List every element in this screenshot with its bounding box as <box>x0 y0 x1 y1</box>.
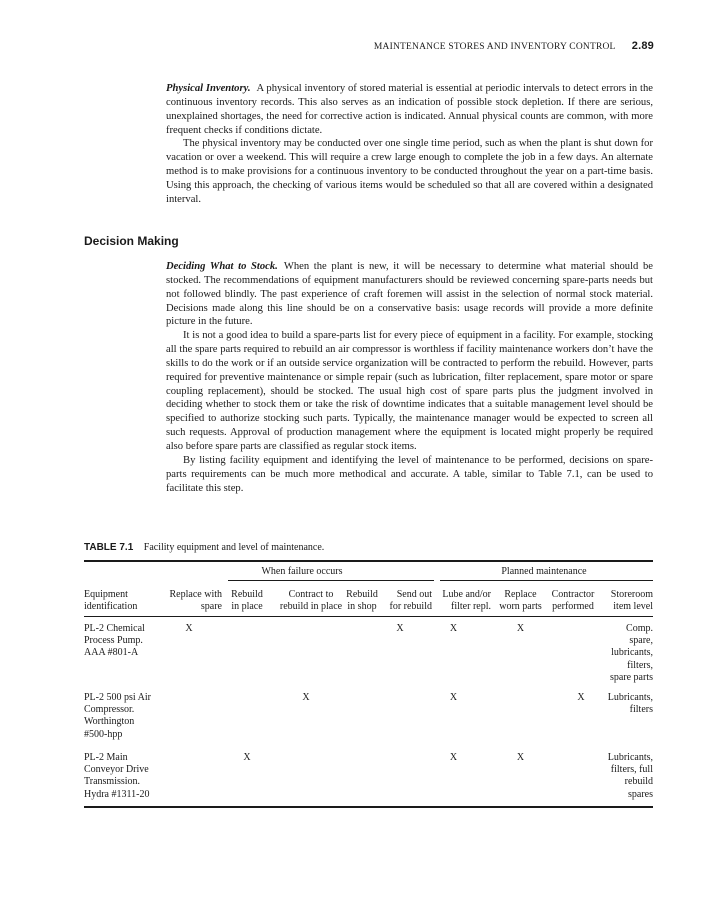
column-header-line: performed <box>552 601 594 613</box>
physical-inventory-paragraph-1 <box>166 82 653 137</box>
column-header-line: Rebuild <box>231 589 263 600</box>
deciding-heading: Deciding What to Stock. <box>166 261 278 272</box>
table-bottom-rule <box>84 806 653 808</box>
storeroom-line: Lubricants, <box>607 752 653 763</box>
group-rule-planned <box>440 580 653 581</box>
equipment-line: PL-2 500 psi Air <box>84 692 151 703</box>
equipment-line: Process Pump. <box>84 635 143 647</box>
column-header-line: filter repl. <box>451 601 491 613</box>
equipment-cell <box>84 752 164 801</box>
mark-lube-filter: X <box>449 692 458 703</box>
equipment-line: Transmission. <box>84 776 141 788</box>
equipment-line: PL-2 Chemical <box>84 623 145 634</box>
column-header-contractor-performed <box>548 589 598 613</box>
equipment-line: AAA #801-A <box>84 647 139 659</box>
physical-inventory-heading: Physical Inventory. <box>166 83 251 94</box>
column-header-line: Replace <box>504 589 537 600</box>
group-rule-failure <box>228 580 434 581</box>
physical-inventory-paragraph-2: The physical inventory may be conducted over one single time period, such as when the plant is shut down for vacation or over a weekend. This will require a crew large enough to complete the job in a few days. An alternate method is to make provisions for a continuous inventory to be conducted throughout the year on a part-time basis. Using this approach, the checking of various items would be scheduled so that all are covered within a designated interval. <box>166 138 653 205</box>
physical-inventory-text-1: A physical inventory of stored material is essential at periodic intervals to detect errors in the continuous inventory records. This also serves as an indication of possible stock depletion. If there are serious, unexplained shortages, the need for corrective action is indicated. Annual physical counts are common, with more frequent checks if conditions dictate. <box>166 83 653 136</box>
mark-replace-worn-parts: X <box>516 623 525 634</box>
table-title: Facility equipment and level of maintenance. <box>143 542 325 553</box>
table-top-rule <box>84 560 653 562</box>
mark-replace-with-spare: X <box>185 623 193 634</box>
mark-lube-filter: X <box>449 623 458 634</box>
equipment-cell <box>84 623 164 660</box>
storeroom-cell <box>592 623 653 684</box>
column-header-line: Replace with <box>169 589 222 600</box>
equipment-line: Conveyor Drive <box>84 764 149 776</box>
column-header-equipment-identification <box>84 589 164 613</box>
column-header-line: worn parts <box>499 601 542 613</box>
column-header-line: item level <box>613 601 653 613</box>
group-header-failure: When failure occurs <box>261 566 343 577</box>
physical-inventory-block <box>166 82 653 207</box>
storeroom-cell <box>592 692 653 716</box>
storeroom-line: filters <box>629 704 653 716</box>
column-header-line: for rebuild <box>389 601 432 613</box>
running-head <box>374 40 654 52</box>
column-header-replace-worn-parts <box>497 589 544 613</box>
column-header-rebuild-in-shop <box>342 589 382 613</box>
section-heading-decision-making: Decision Making <box>84 234 179 248</box>
column-header-line: Contractor <box>551 589 595 600</box>
column-header-storeroom-item-level <box>602 589 653 613</box>
column-header-line: in shop <box>347 601 377 613</box>
storeroom-line: lubricants, <box>611 647 653 659</box>
mark-contract-rebuild-in-place: X <box>302 692 310 703</box>
equipment-line: Worthington <box>84 716 135 728</box>
page-number: 2.89 <box>631 40 654 52</box>
column-header-line: Send out <box>396 589 432 600</box>
column-header-contract-to-rebuild-in-place <box>271 589 351 613</box>
mark-replace-worn-parts: X <box>516 752 525 763</box>
mark-send-out-for-rebuild: X <box>396 623 404 634</box>
mark-rebuild-in-place: X <box>243 752 251 763</box>
storeroom-line: filters, full <box>610 764 653 776</box>
column-header-send-out-for-rebuild <box>384 589 432 613</box>
mark-contractor-performed: X <box>577 692 585 703</box>
deciding-paragraph-2: It is not a good idea to build a spare-parts list for every piece of equipment in a facility. For example, stocking all the spare parts required to rebuild an air compressor is worthless if facility maintenance workers don’t have the skills to do the work or if an outside service organization will be contracted to perform the rebuild. However, parts required for preventive maintenance or simple repair (such as lubrication, filter replacement, spare motor or spare coupling replacement), should be stocked. The usual high cost of spare parts plus the judgment involved in deciding whether to stock them or take the risk of downtime indicates that a suitable management level should be specified to authorize stocking such parts. Typically, the maintenance manager would be expected to screen all such requests. Approval of production management where the equipment is located might properly be required also before spare parts are classified as regular stock items. <box>166 330 653 452</box>
storeroom-line: Lubricants, <box>607 692 653 703</box>
storeroom-line: rebuild <box>624 776 653 788</box>
equipment-line: Compressor. <box>84 704 135 716</box>
column-header-line: Equipment <box>84 589 128 600</box>
table-number: TABLE 7.1 <box>84 542 134 553</box>
column-header-rebuild-in-place <box>227 589 267 613</box>
table-header-rule <box>84 616 653 617</box>
column-header-lube-filter-repl <box>436 589 491 613</box>
group-header-planned: Planned maintenance <box>501 566 587 577</box>
deciding-what-to-stock-block <box>166 260 653 495</box>
storeroom-cell <box>592 752 653 801</box>
deciding-paragraph-3: By listing facility equipment and identifying the level of maintenance to be performed, decisions on spare-parts requirements can be much more methodical and accurate. A table, similar to Table 7.1, can be used to facilitate this step. <box>166 454 653 494</box>
column-header-line: Lube and/or <box>442 589 491 600</box>
storeroom-line: Comp. <box>626 623 653 634</box>
column-header-line: rebuild in place <box>279 601 343 613</box>
storeroom-line: spare parts <box>609 671 653 683</box>
equipment-cell <box>84 692 164 741</box>
column-header-line: Rebuild <box>346 589 378 600</box>
column-header-line: Storeroom <box>610 589 653 600</box>
storeroom-line: filters, <box>627 659 653 671</box>
column-header-line: spare <box>200 601 222 613</box>
mark-lube-filter: X <box>449 752 458 763</box>
column-header-line: in place <box>231 601 263 613</box>
storeroom-line: spares <box>628 788 653 800</box>
running-title: MAINTENANCE STORES AND INVENTORY CONTROL <box>373 42 616 52</box>
table-caption <box>84 542 324 553</box>
storeroom-line: spare, <box>629 635 653 647</box>
deciding-text-1: When the plant is new, it will be necessary to determine what material should be stocked. The recommendations of equipment manufacturers should be reviewed concerning spare-parts needs but not followed blindly. The past experience of craft foremen will assist in the selection of normal stock material. Decisions made along this line should be on a conservative basis: usage records will provide a more definite picture in the future. <box>166 261 653 328</box>
column-header-line: Contract to <box>288 589 334 600</box>
column-header-replace-with-spare <box>164 589 222 613</box>
equipment-line: PL-2 Main <box>84 752 128 763</box>
column-header-line: identification <box>84 601 138 613</box>
equipment-line: Hydra #1311-20 <box>84 788 150 800</box>
deciding-paragraph-1 <box>166 260 653 329</box>
equipment-line: #500-hpp <box>84 728 123 740</box>
